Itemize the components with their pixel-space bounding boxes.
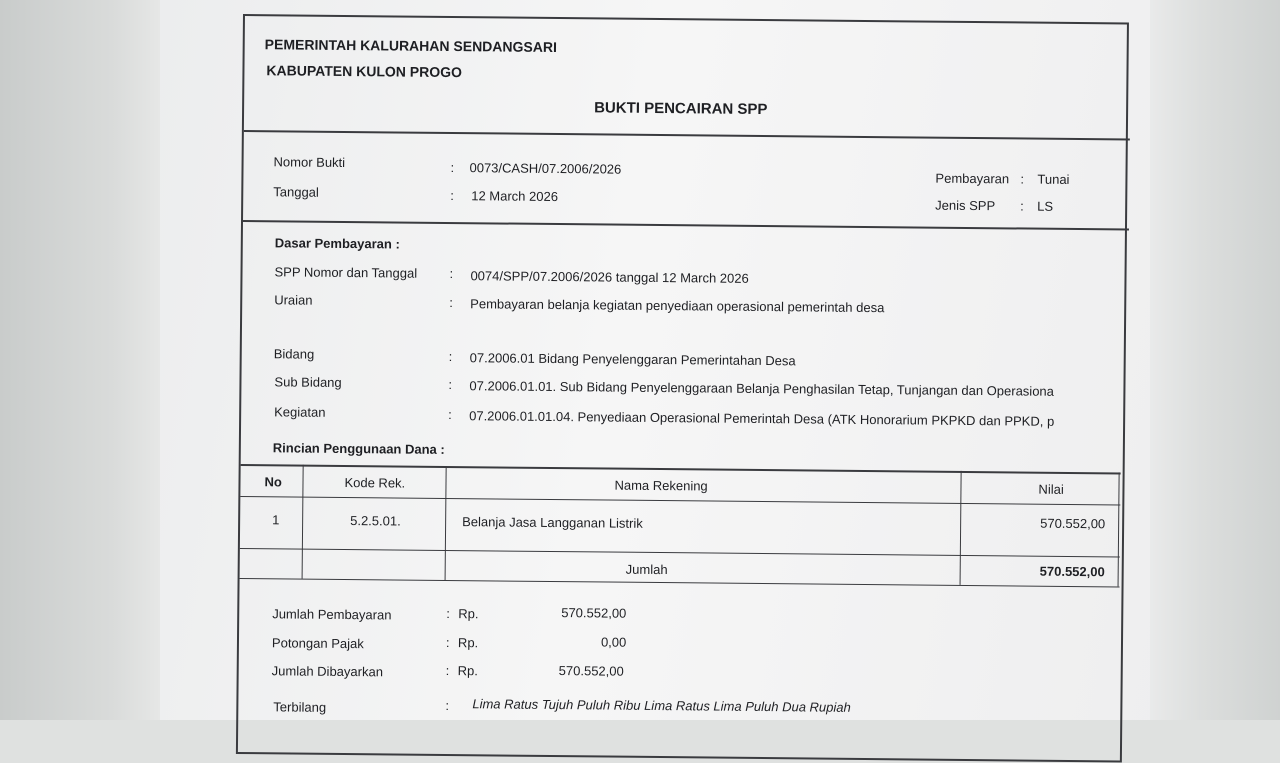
bidang-label: Bidang	[273, 346, 315, 362]
separator: :	[1020, 171, 1025, 187]
currency: Rp.	[457, 663, 479, 679]
gov-line: PEMERINTAH KALURAHAN SENDANGSARI	[264, 36, 557, 56]
uraian-value: Pembayaran belanja kegiatan penyediaan operasional pemerintah desa	[470, 296, 885, 316]
table-col-divider	[960, 471, 962, 585]
table-col-divider	[445, 466, 447, 580]
table-row-border	[240, 548, 1120, 557]
col-header-nama: Nama Rekening	[614, 477, 708, 494]
separator: :	[450, 187, 454, 204]
screen-bezel-left	[0, 0, 160, 720]
total-label: Jumlah	[625, 561, 668, 578]
separator: :	[446, 605, 450, 622]
info-divider	[243, 220, 1129, 231]
payment-proof-document	[236, 14, 1129, 762]
currency: Rp.	[457, 635, 479, 651]
separator: :	[1020, 198, 1024, 214]
table-col-divider	[302, 465, 304, 579]
table-total-border	[240, 578, 1120, 587]
uraian-label: Uraian	[274, 292, 313, 308]
header-divider	[244, 130, 1130, 141]
col-header-kode: Kode Rek.	[344, 474, 406, 491]
terbilang-label: Terbilang	[273, 699, 327, 715]
col-header-nilai: Nilai	[1038, 481, 1064, 497]
tanggal-value: 12 March 2026	[471, 188, 559, 205]
dasar-heading: Dasar Pembayaran :	[274, 235, 400, 252]
row-no: 1	[272, 512, 280, 528]
table-top-border	[241, 464, 1121, 474]
jenis-spp-label: Jenis SPP	[935, 197, 996, 214]
separator: :	[448, 406, 452, 423]
dibayarkan-label: Jumlah Dibayarkan	[271, 663, 384, 680]
dibayarkan-value: 570.552,00	[558, 663, 624, 679]
nomor-value: 0073/CASH/07.2006/2026	[469, 160, 622, 177]
pembayaran-label: Pembayaran	[935, 170, 1010, 187]
potongan-label: Potongan Pajak	[271, 635, 364, 652]
currency: Rp.	[458, 606, 479, 622]
jenis-spp-value: LS	[1037, 198, 1054, 214]
document-title: BUKTI PENCAIRAN SPP	[594, 99, 768, 119]
nomor-label: Nomor Bukti	[273, 154, 346, 170]
table-header-border	[240, 496, 1120, 505]
row-kode: 5.2.5.01.	[350, 513, 401, 529]
separator: :	[449, 265, 454, 282]
sub-bidang-label: Sub Bidang	[274, 374, 342, 390]
regency-line: KABUPATEN KULON PROGO	[266, 62, 463, 81]
table-col-divider	[1118, 472, 1120, 586]
total-value: 570.552,00	[1039, 563, 1105, 580]
separator: :	[449, 294, 453, 311]
jumlah-pembayaran-value: 570.552,00	[561, 605, 627, 621]
spp-label: SPP Nomor dan Tanggal	[274, 264, 418, 281]
rincian-heading: Rincian Penggunaan Dana :	[272, 440, 445, 457]
separator: :	[450, 159, 455, 176]
sub-bidang-value: 07.2006.01.01. Sub Bidang Penyelenggaraan Belanja Penghasilan Tetap, Tunjangan dan Operasiona	[469, 378, 1055, 399]
separator: :	[448, 376, 453, 393]
separator: :	[445, 697, 450, 714]
col-header-no: No	[264, 474, 282, 490]
terbilang-value: Lima Ratus Tujuh Puluh Ribu Lima Ratus Lima Puluh Dua Rupiah	[472, 696, 851, 715]
pembayaran-value: Tunai	[1037, 171, 1070, 187]
kegiatan-label: Kegiatan	[274, 404, 326, 420]
screen-bezel-right	[1150, 0, 1280, 720]
bidang-value: 07.2006.01 Bidang Penyelenggaran Pemerintahan Desa	[469, 350, 796, 369]
spp-value: 0074/SPP/07.2006/2026 tanggal 12 March 2026	[470, 268, 749, 286]
separator: :	[445, 634, 450, 651]
separator: :	[448, 348, 453, 365]
potongan-value: 0,00	[600, 634, 627, 650]
separator: :	[445, 662, 450, 679]
row-nilai: 570.552,00	[1040, 515, 1106, 532]
jumlah-pembayaran-label: Jumlah Pembayaran	[272, 606, 392, 623]
tanggal-label: Tanggal	[273, 184, 319, 200]
row-nama: Belanja Jasa Langganan Listrik	[462, 514, 643, 531]
kegiatan-value: 07.2006.01.01.04. Penyediaan Operasional Pemerintah Desa (ATK Honorarium PKPKD dan PPKD, p	[469, 408, 1055, 429]
